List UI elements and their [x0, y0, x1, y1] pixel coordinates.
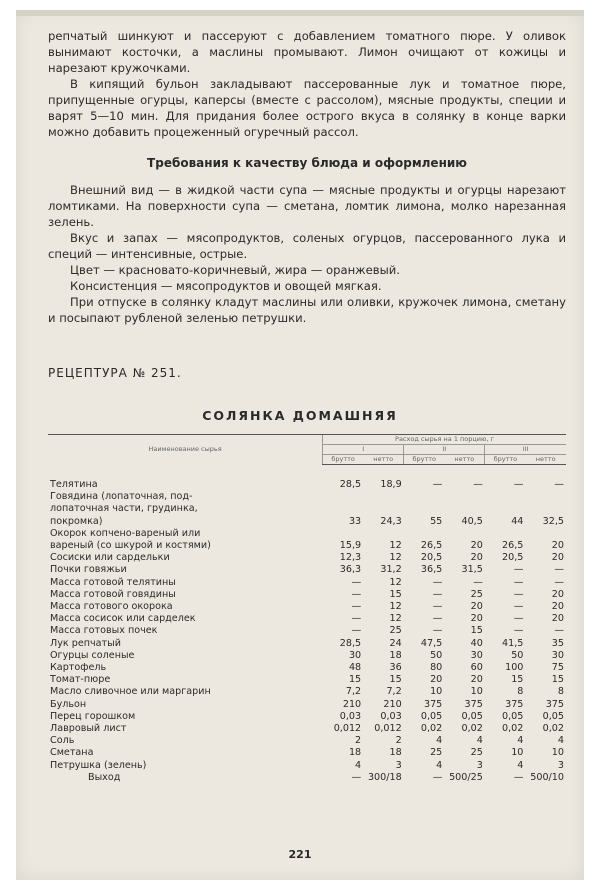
value-cell: 12,3: [339, 552, 362, 564]
value-cell: —: [513, 601, 524, 613]
value-cell: 4: [355, 759, 362, 771]
value-cell: 55: [430, 515, 443, 527]
ingredient-name: Лук репчатый: [50, 637, 121, 649]
value-cell: 28,5: [339, 637, 362, 649]
group-label-1: I: [323, 445, 404, 455]
value-cell: 10: [511, 747, 524, 759]
value-cell: [485, 503, 526, 515]
value-cell: [363, 491, 404, 503]
value-cell: —: [351, 588, 362, 600]
value-cell: 36,3: [339, 564, 362, 576]
ingredient-name: Соль: [50, 735, 75, 747]
table-row: [48, 674, 566, 686]
table-row: [48, 735, 566, 747]
value-cell: 18: [348, 747, 362, 759]
value-cell: 25: [470, 588, 483, 600]
value-cell: —: [554, 625, 564, 637]
value-cell: —: [432, 771, 443, 783]
value-cell: 20: [551, 588, 564, 600]
value-cell: 4: [557, 735, 564, 747]
value-cell: 15: [389, 674, 402, 686]
paragraph-1: репчатый шинкуют и пассеруют с добавлением томатного пюре. У оливок вынимают косточки, а маслины промывают. Лимон очищают от кожицы и нарезают кружочками.: [48, 29, 566, 75]
value-cell: 18: [389, 649, 402, 661]
value-cell: 0,05: [420, 710, 443, 722]
table-row: [48, 601, 566, 613]
book-page: [16, 10, 584, 880]
table-row: [48, 638, 566, 650]
value-cell: 15: [348, 674, 362, 686]
value-cell: —: [432, 625, 443, 637]
value-cell: 375: [464, 698, 483, 710]
quality-taste: Вкус и запах — мясопродуктов, соленых огурцов, пассерованного лука и специй — интенсивные, острые.: [48, 231, 566, 261]
value-cell: 15: [470, 625, 483, 637]
value-cell: 31,2: [380, 564, 402, 576]
ingredient-name: Сосиски или сардельки: [50, 552, 170, 564]
sub-header-netto: нетто: [525, 455, 566, 465]
value-cell: —: [351, 601, 362, 613]
value-cell: 8: [557, 686, 564, 698]
value-cell: 33: [348, 515, 362, 527]
value-cell: 12: [389, 613, 402, 625]
ingredient-name: Томат-пюре: [50, 674, 111, 686]
table-row: [48, 760, 566, 772]
value-cell: [485, 491, 526, 503]
ingredient-name: Огурцы соленые: [50, 649, 135, 661]
value-cell: 4: [436, 759, 443, 771]
table-row: [48, 613, 566, 625]
value-cell: —: [432, 588, 443, 600]
value-cell: 2: [355, 735, 362, 747]
value-cell: 28,5: [339, 479, 362, 490]
value-cell: 20,5: [420, 552, 443, 564]
value-cell: 10: [551, 747, 564, 759]
value-cell: 20: [551, 601, 564, 613]
value-cell: —: [432, 613, 443, 625]
page-top-edge: [16, 10, 584, 16]
value-cell: —: [554, 564, 564, 576]
recipe-table: [48, 434, 566, 784]
table-row: [48, 552, 566, 564]
value-cell: 12: [389, 540, 402, 552]
value-cell: —: [513, 576, 524, 588]
table-row: [48, 540, 566, 552]
ingredient-name: лопаточная части, грудинка,: [50, 503, 198, 515]
value-cell: 500/25: [449, 771, 483, 783]
value-cell: 12: [389, 552, 402, 564]
recipe-number: РЕЦЕПТУРА № 251.: [48, 366, 182, 380]
group-label-2: II: [404, 445, 485, 455]
value-cell: [404, 528, 445, 540]
value-cell: [525, 503, 566, 515]
value-cell: 30: [551, 649, 564, 661]
ingredient-name: Масса готовых почек: [50, 625, 158, 637]
table-row: [48, 711, 566, 723]
value-cell: 100: [505, 662, 524, 674]
table-row: [48, 747, 566, 759]
value-cell: 4: [517, 759, 524, 771]
value-cell: —: [513, 564, 524, 576]
value-cell: 35: [551, 637, 564, 649]
value-cell: —: [432, 601, 443, 613]
value-cell: —: [554, 576, 564, 588]
group-label-3: III: [485, 445, 566, 455]
value-cell: [323, 491, 364, 503]
value-cell: 12: [389, 601, 402, 613]
value-cell: 375: [545, 698, 564, 710]
value-cell: 25: [470, 747, 483, 759]
value-cell: 15: [551, 674, 564, 686]
value-cell: 210: [383, 698, 402, 710]
ingredient-name: Перец горошком: [50, 710, 136, 722]
ingredient-name: Лавровый лист: [50, 723, 127, 735]
yield-label: Выход: [88, 771, 121, 783]
ingredient-name: Картофель: [50, 662, 107, 674]
value-cell: 0,02: [420, 723, 443, 735]
value-cell: [444, 528, 485, 540]
value-cell: —: [554, 479, 564, 490]
value-cell: —: [473, 479, 483, 490]
value-cell: 60: [470, 662, 483, 674]
value-cell: 0,05: [502, 710, 524, 722]
value-cell: 20: [470, 674, 483, 686]
value-cell: 300/18: [367, 771, 402, 783]
value-cell: —: [351, 625, 362, 637]
table-row: [48, 491, 566, 503]
table-row: [48, 528, 566, 540]
ingredient-name: Говядина (лопаточная, под-: [50, 491, 193, 503]
table-row: [48, 516, 566, 528]
value-cell: [363, 528, 404, 540]
ingredient-name: Сметана: [50, 747, 94, 759]
value-cell: 0,012: [333, 723, 362, 735]
table-row: [48, 723, 566, 735]
value-cell: 2: [395, 735, 402, 747]
value-cell: 20: [430, 674, 443, 686]
ingredient-name: Масса готовой телятины: [50, 576, 176, 588]
value-cell: 40: [470, 637, 483, 649]
table-row: [48, 589, 566, 601]
value-cell: 500/10: [530, 771, 564, 783]
value-cell: 31,5: [461, 564, 483, 576]
value-cell: 20: [470, 552, 483, 564]
body-text: [48, 28, 566, 326]
column-header-group: Расход сырья на 1 порцию, г: [323, 435, 566, 445]
dish-title: СОЛЯНКА ДОМАШНЯЯ: [202, 408, 398, 423]
value-cell: 36,5: [420, 564, 443, 576]
value-cell: —: [513, 771, 524, 783]
value-cell: 20,5: [502, 552, 524, 564]
value-cell: 20: [551, 540, 564, 552]
value-cell: 36: [389, 662, 402, 674]
value-cell: 3: [476, 759, 483, 771]
ingredient-name: Окорок копчено-вареный или: [50, 527, 201, 539]
value-cell: 30: [470, 649, 483, 661]
value-cell: 24: [389, 637, 402, 649]
value-cell: 375: [423, 698, 443, 710]
value-cell: 50: [430, 649, 443, 661]
quality-consistency: Консистенция — мясопродуктов и овощей мягкая.: [70, 279, 382, 293]
value-cell: 18: [389, 747, 402, 759]
value-cell: 20: [470, 601, 483, 613]
sub-header-netto: нетто: [363, 455, 404, 465]
value-cell: 15: [511, 674, 524, 686]
value-cell: 20: [551, 613, 564, 625]
value-cell: [323, 503, 364, 515]
ingredient-name: Телятина: [50, 479, 98, 490]
value-cell: [485, 528, 526, 540]
value-cell: 25: [430, 747, 443, 759]
value-cell: 32,5: [542, 515, 564, 527]
value-cell: 0,012: [374, 723, 402, 735]
value-cell: 3: [395, 759, 402, 771]
value-cell: [525, 528, 566, 540]
value-cell: 26,5: [420, 540, 443, 552]
value-cell: 15,9: [339, 540, 362, 552]
value-cell: 0,05: [461, 710, 483, 722]
value-cell: 4: [476, 735, 483, 747]
value-cell: 47,5: [420, 637, 443, 649]
value-cell: 0,02: [461, 723, 483, 735]
value-cell: 0,02: [542, 723, 564, 735]
value-cell: [323, 528, 364, 540]
ingredient-name: вареный (со шкурой и костями): [50, 540, 211, 552]
table-row: [48, 479, 566, 491]
value-cell: —: [513, 588, 524, 600]
value-cell: 20: [551, 552, 564, 564]
value-cell: 10: [470, 686, 483, 698]
value-cell: —: [513, 613, 524, 625]
value-cell: 44: [511, 515, 524, 527]
value-cell: —: [432, 479, 443, 490]
value-cell: 10: [430, 686, 443, 698]
quality-color: Цвет — красновато-коричневый, жира — оранжевый.: [70, 263, 400, 277]
quality-appearance: Внешний вид — в жидкой части супа — мясные продукты и огурцы нарезают ломтиками. На поверхности супа — сметана, ломтик лимона, молко нарезанная зелень.: [48, 183, 566, 229]
value-cell: —: [513, 625, 524, 637]
table-row: [48, 564, 566, 576]
table-row: [48, 662, 566, 674]
sub-header-brutto: брутто: [323, 455, 364, 465]
sub-header-netto: нетто: [444, 455, 485, 465]
ingredient-name: Масса готового окорока: [50, 601, 173, 613]
value-cell: 25: [389, 625, 402, 637]
table-row-yield: [48, 772, 566, 784]
value-cell: [444, 503, 485, 515]
ingredient-name: Бульон: [50, 698, 87, 710]
value-cell: [404, 491, 445, 503]
ingredient-name: Петрушка (зелень): [50, 759, 147, 771]
value-cell: 48: [348, 662, 362, 674]
value-cell: 50: [511, 649, 524, 661]
value-cell: 0,03: [339, 710, 362, 722]
ingredient-name: Почки говяжьи: [50, 564, 127, 576]
value-cell: 15: [389, 588, 402, 600]
table-row: [48, 577, 566, 589]
value-cell: 8: [517, 686, 524, 698]
ingredient-name: Масса сосисок или сарделек: [50, 613, 196, 625]
value-cell: 30: [348, 649, 362, 661]
ingredient-name: Масло сливочное или маргарин: [50, 686, 211, 698]
value-cell: 75: [551, 662, 564, 674]
table-row: [48, 650, 566, 662]
value-cell: 26,5: [502, 540, 524, 552]
column-header-name: Наименование сырья: [48, 435, 323, 465]
table-row: [48, 503, 566, 515]
value-cell: [444, 491, 485, 503]
table-row: [48, 686, 566, 698]
table-spacer: [48, 465, 566, 480]
value-cell: —: [513, 479, 524, 490]
value-cell: —: [473, 576, 483, 588]
value-cell: —: [432, 576, 443, 588]
page-number: 221: [288, 848, 312, 861]
value-cell: 0,03: [380, 710, 402, 722]
value-cell: 12: [389, 576, 402, 588]
value-cell: 20: [470, 540, 483, 552]
value-cell: —: [351, 576, 362, 588]
value-cell: 20: [470, 613, 483, 625]
quality-heading: Требования к качеству блюда и оформлению: [147, 156, 467, 170]
value-cell: 4: [517, 735, 524, 747]
value-cell: 3: [557, 759, 564, 771]
value-cell: 80: [430, 662, 443, 674]
table-row: [48, 699, 566, 711]
value-cell: 41,5: [502, 637, 524, 649]
value-cell: 18,9: [380, 479, 402, 490]
value-cell: 0,02: [502, 723, 524, 735]
paragraph-2: В кипящий бульон закладывают пассерованные лук и томатное пюре, припущенные огурцы, каперсы (вместе с рассолом), мясные продукты, специи и варят 5—10 мин. Для придания более острого вкуса в солянку в конце варки можно добавить процеженный огуречный рассол.: [48, 77, 566, 139]
ingredient-name: Масса готовой говядины: [50, 588, 176, 600]
quality-serving: При отпуске в солянку кладут маслины или оливки, кружочек лимона, сметану и посыпают рубленой зеленью петрушки.: [48, 295, 566, 325]
value-cell: [525, 491, 566, 503]
value-cell: [404, 503, 445, 515]
value-cell: —: [351, 613, 362, 625]
value-cell: 0,05: [542, 710, 564, 722]
sub-header-brutto: брутто: [404, 455, 445, 465]
ingredient-name: покромка): [50, 515, 103, 527]
value-cell: 7,2: [345, 686, 362, 698]
value-cell: 7,2: [386, 686, 402, 698]
value-cell: 210: [342, 698, 362, 710]
value-cell: 4: [436, 735, 443, 747]
value-cell: —: [351, 771, 362, 783]
value-cell: 375: [505, 698, 524, 710]
value-cell: 24,3: [380, 515, 402, 527]
table-row: [48, 625, 566, 637]
sub-header-brutto: брутто: [485, 455, 526, 465]
value-cell: [363, 503, 404, 515]
value-cell: 40,5: [461, 515, 483, 527]
